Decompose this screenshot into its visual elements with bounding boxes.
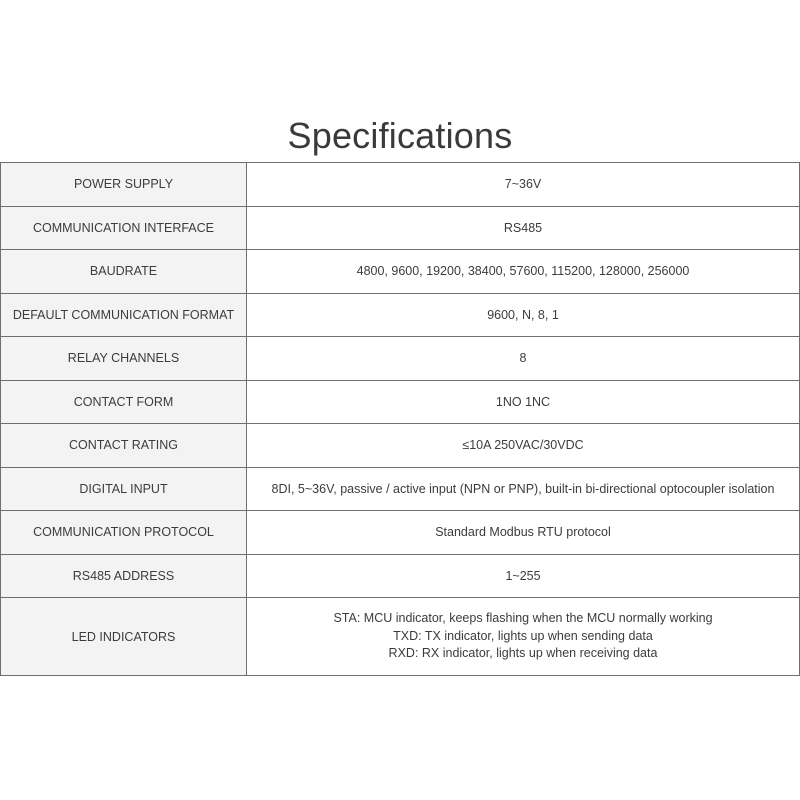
- table-row: [1, 250, 800, 294]
- row-label: BAUDRATE: [1, 250, 247, 294]
- table-row: [1, 293, 800, 337]
- row-value: [247, 598, 800, 676]
- table-row: [1, 598, 800, 676]
- led-indicator-rxd: RXD: RX indicator, lights up when receiving data: [388, 646, 658, 661]
- row-label: COMMUNICATION PROTOCOL: [1, 511, 247, 555]
- row-value: 9600, N, 8, 1: [247, 293, 800, 337]
- led-indicator-txd: TXD: TX indicator, lights up when sending data: [393, 628, 653, 643]
- row-value: 1NO 1NC: [247, 380, 800, 424]
- row-label: RELAY CHANNELS: [1, 337, 247, 381]
- row-value: 8: [247, 337, 800, 381]
- table-row: [1, 380, 800, 424]
- row-label: POWER SUPPLY: [1, 163, 247, 207]
- row-label: CONTACT RATING: [1, 424, 247, 468]
- table-row: [1, 163, 800, 207]
- row-value: 7~36V: [247, 163, 800, 207]
- table-row: [1, 424, 800, 468]
- row-label: DIGITAL INPUT: [1, 467, 247, 511]
- row-value: 4800, 9600, 19200, 38400, 57600, 115200, 128000, 256000: [247, 250, 800, 294]
- row-value: RS485: [247, 206, 800, 250]
- table-row: [1, 467, 800, 511]
- row-value: 1~255: [247, 554, 800, 598]
- table-row: [1, 511, 800, 555]
- table-row: [1, 554, 800, 598]
- row-label: RS485 ADDRESS: [1, 554, 247, 598]
- row-label: COMMUNICATION INTERFACE: [1, 206, 247, 250]
- table-row: [1, 337, 800, 381]
- row-label: LED INDICATORS: [1, 598, 247, 676]
- specifications-table: [0, 162, 800, 676]
- led-indicator-sta: STA: MCU indicator, keeps flashing when the MCU normally working: [333, 611, 713, 626]
- page-title: Specifications: [287, 115, 513, 156]
- row-label: DEFAULT COMMUNICATION FORMAT: [1, 293, 247, 337]
- row-value: ≤10A 250VAC/30VDC: [247, 424, 800, 468]
- row-value: Standard Modbus RTU protocol: [247, 511, 800, 555]
- row-value: 8DI, 5~36V, passive / active input (NPN or PNP), built-in bi-directional optocoupler isolation: [247, 467, 800, 511]
- table-row: [1, 206, 800, 250]
- row-label: CONTACT FORM: [1, 380, 247, 424]
